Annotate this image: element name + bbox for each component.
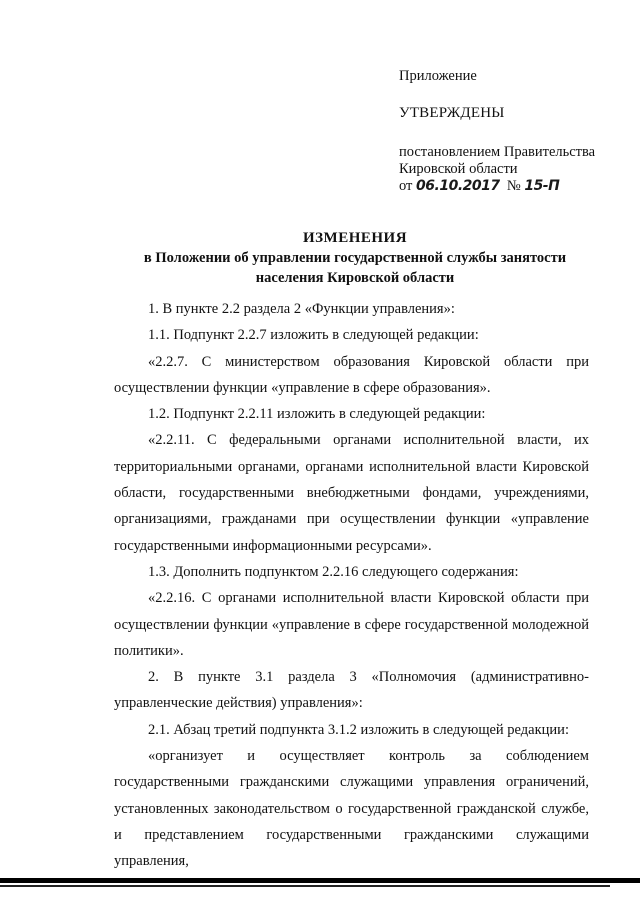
handwritten-date: 06.10.2017 <box>416 178 500 194</box>
approved-label: УТВЕРЖДЕНЫ <box>399 105 505 121</box>
paragraph-2: 2. В пункте 3.1 раздела 3 «Полномочия (административно-управленческие действия) управления»: <box>114 669 589 712</box>
title-main: ИЗМЕНЕНИЯ <box>302 230 408 246</box>
scan-edge-line <box>0 885 610 887</box>
document-body <box>114 296 589 875</box>
scan-edge-bar <box>0 878 640 883</box>
paragraph-2-2-16: «2.2.16. С органами исполнительной власти Кировской области при осуществлении функции «управление в сфере государственной молодежной политики». <box>114 590 589 659</box>
number-prefix: № <box>506 178 521 194</box>
appendix-label: Приложение <box>399 68 477 84</box>
paragraph-organizes: «организует и осуществляет контроль за соблюдением государственными гражданскими служащими управления ограничений, установленных законодательством о государственной гражданской службе, и представлением государственными гражданскими служащими управления, <box>114 748 589 870</box>
paragraph-1-2: 1.2. Подпункт 2.2.11 изложить в следующей редакции: <box>148 406 486 423</box>
paragraph-1-3: 1.3. Дополнить подпунктом 2.2.16 следующего содержания: <box>148 563 519 580</box>
paragraph-2-1: 2.1. Абзац третий подпункта 3.1.2 изложить в следующей редакции: <box>148 721 569 738</box>
date-number-line <box>399 178 629 195</box>
paragraph-2-2-7: «2.2.7. С министерством образования Кировской области при осуществлении функции «управление в сфере образования». <box>114 353 589 396</box>
approval-block <box>399 68 629 195</box>
handwritten-number: 15-П <box>524 178 560 194</box>
title-sub-1: в Положении об управлении государственной службы занятости <box>143 250 567 266</box>
paragraph-1-1: 1.1. Подпункт 2.2.7 изложить в следующей редакции: <box>148 327 479 344</box>
document-title <box>100 228 610 288</box>
region-line: Кировской области <box>399 161 518 177</box>
from-prefix: от <box>399 178 413 194</box>
paragraph-1: 1. В пункте 2.2 раздела 2 «Функции управления»: <box>148 301 455 317</box>
resolution-line: постановлением Правительства <box>399 144 596 160</box>
title-sub-2: населения Кировской области <box>255 270 455 286</box>
paragraph-2-2-11: «2.2.11. С федеральными органами исполнительной власти, их территориальными органами, органами исполнительной власти Кировской области, государственными внебюджетными фондами, учреждениями, организациями, гражданами при осуществлении функции «управление государственными информационными ресурсами». <box>114 432 589 554</box>
